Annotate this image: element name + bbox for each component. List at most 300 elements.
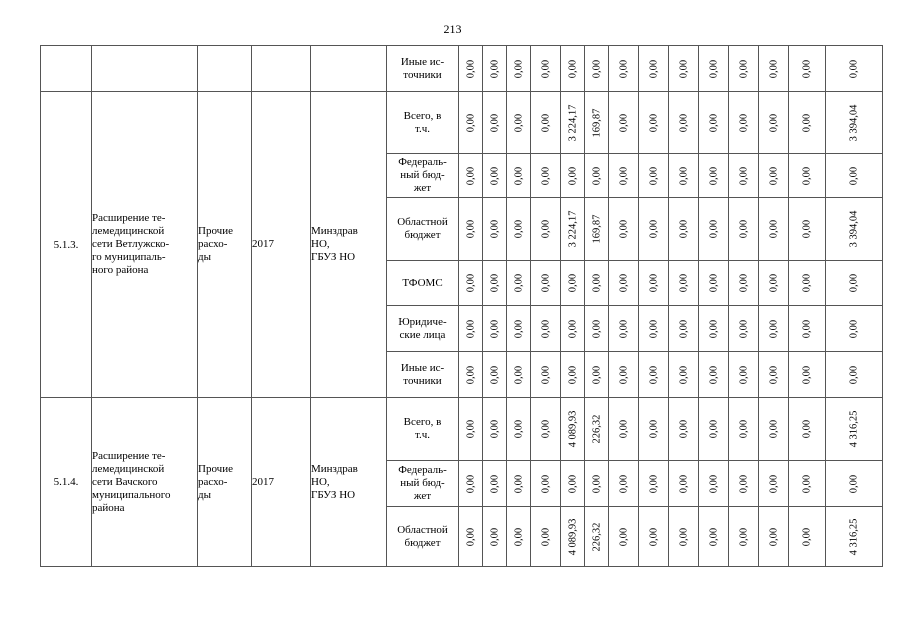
amount-cell: [729, 306, 759, 352]
amount-cell: [699, 198, 729, 261]
amount-cell: [507, 507, 531, 567]
amount-value: 0,00: [801, 419, 813, 439]
amount-value: 3 394,04: [848, 104, 860, 141]
amount-cell: [609, 154, 639, 198]
amount-cell: [507, 461, 531, 507]
amount-value: 226,32: [591, 414, 602, 444]
amount-cell: [561, 352, 585, 398]
funding-source: Областной бюджет: [387, 198, 459, 261]
amount-cell: [507, 92, 531, 154]
amount-value: 0,00: [618, 113, 629, 132]
amount-cell: [759, 92, 789, 154]
amount-value: 0,00: [678, 319, 689, 338]
amount-value: 0,00: [540, 419, 551, 439]
amount-value: 0,00: [708, 419, 719, 439]
amount-value: 0,00: [465, 319, 476, 338]
amount-value: 0,00: [848, 166, 860, 185]
amount-value: 0,00: [513, 319, 524, 338]
amount-value: 0,00: [708, 113, 719, 132]
amount-cell: [609, 507, 639, 567]
amount-cell: [561, 198, 585, 261]
amount-value: 0,00: [848, 474, 860, 493]
amount-cell: [789, 398, 826, 461]
table-row: [41, 92, 883, 154]
amount-value: 3 394,04: [848, 210, 860, 248]
amount-value: 0,00: [591, 365, 602, 384]
amount-value: 0,00: [489, 419, 500, 439]
funding-source: ТФОМС: [387, 261, 459, 306]
amount-cell: [585, 461, 609, 507]
amount-cell: [609, 46, 639, 92]
amount-value: 0,00: [567, 474, 578, 493]
amount-value: 0,00: [678, 59, 689, 78]
amount-cell: [639, 198, 669, 261]
amount-value: 0,00: [738, 365, 749, 384]
amount-value: 226,32: [591, 522, 602, 551]
amount-value: 0,00: [591, 319, 602, 338]
amount-cell: [639, 352, 669, 398]
amount-value: 0,00: [768, 365, 779, 384]
amount-cell: [507, 398, 531, 461]
amount-value: 0,00: [513, 273, 524, 293]
amount-cell: [483, 398, 507, 461]
amount-cell: [729, 352, 759, 398]
amount-value: 169,87: [591, 108, 602, 137]
amount-cell: [826, 154, 883, 198]
amount-cell: [483, 507, 507, 567]
amount-value: 0,00: [618, 474, 629, 493]
amount-value: 0,00: [465, 219, 476, 239]
amount-value: 0,00: [648, 113, 659, 132]
amount-cell: [483, 198, 507, 261]
amount-cell: [483, 261, 507, 306]
amount-cell: [585, 352, 609, 398]
amount-cell: [561, 306, 585, 352]
amount-value: 0,00: [618, 319, 629, 338]
amount-value: 0,00: [540, 365, 551, 384]
amount-value: 0,00: [465, 166, 476, 185]
amount-value: 0,00: [591, 59, 602, 78]
amount-value: 0,00: [618, 59, 629, 78]
amount-value: 0,00: [513, 419, 524, 439]
amount-value: 0,00: [801, 365, 813, 384]
amount-cell: [639, 507, 669, 567]
amount-value: 0,00: [618, 219, 629, 239]
amount-value: 0,00: [801, 527, 813, 546]
amount-value: 0,00: [465, 365, 476, 384]
amount-cell: [729, 261, 759, 306]
amount-value: 0,00: [489, 319, 500, 338]
amount-cell: [561, 261, 585, 306]
funding-source: Областной бюджет: [387, 507, 459, 567]
amount-value: 3 224,17: [567, 210, 578, 248]
amount-cell: [507, 154, 531, 198]
amount-value: 0,00: [678, 273, 689, 293]
amount-value: 0,00: [489, 273, 500, 293]
amount-value: 0,00: [801, 319, 813, 338]
amount-value: 4 316,25: [848, 410, 860, 448]
amount-value: 0,00: [708, 365, 719, 384]
amount-cell: [531, 261, 561, 306]
amount-value: 0,00: [489, 113, 500, 132]
amount-cell: [459, 306, 483, 352]
amount-value: 0,00: [465, 59, 476, 78]
amount-value: 0,00: [801, 219, 813, 239]
table-row: [41, 398, 883, 461]
amount-cell: [699, 154, 729, 198]
amount-value: 0,00: [738, 166, 749, 185]
amount-value: 0,00: [648, 365, 659, 384]
amount-value: 0,00: [708, 474, 719, 493]
amount-cell: [531, 306, 561, 352]
amount-value: 0,00: [489, 527, 500, 546]
amount-value: 0,00: [848, 365, 860, 384]
amount-cell: [531, 398, 561, 461]
amount-value: 0,00: [567, 273, 578, 293]
amount-cell: [561, 398, 585, 461]
amount-cell: [759, 352, 789, 398]
amount-value: 0,00: [648, 59, 659, 78]
amount-cell: [483, 306, 507, 352]
amount-value: 0,00: [489, 474, 500, 493]
amount-cell: [585, 92, 609, 154]
amount-cell: [483, 92, 507, 154]
amount-value: 0,00: [489, 219, 500, 239]
amount-cell: [483, 46, 507, 92]
amount-value: 0,00: [648, 527, 659, 546]
amount-cell: [789, 261, 826, 306]
amount-value: 0,00: [513, 365, 524, 384]
amount-value: 0,00: [738, 474, 749, 493]
amount-value: 0,00: [678, 113, 689, 132]
amount-value: 0,00: [540, 319, 551, 338]
amount-cell: [826, 261, 883, 306]
amount-cell: [639, 306, 669, 352]
amount-cell: [459, 92, 483, 154]
amount-value: 0,00: [591, 273, 602, 293]
amount-value: 0,00: [768, 319, 779, 338]
amount-cell: [699, 398, 729, 461]
amount-cell: [609, 92, 639, 154]
amount-value: 0,00: [648, 419, 659, 439]
amount-value: 0,00: [768, 59, 779, 78]
amount-cell: [759, 306, 789, 352]
amount-cell: [531, 352, 561, 398]
amount-cell: [669, 461, 699, 507]
amount-cell: [729, 461, 759, 507]
amount-value: 0,00: [618, 365, 629, 384]
amount-cell: [699, 261, 729, 306]
amount-value: 0,00: [618, 527, 629, 546]
amount-value: 0,00: [489, 59, 500, 78]
amount-cell: [729, 46, 759, 92]
amount-cell: [609, 352, 639, 398]
amount-value: 0,00: [801, 113, 813, 132]
amount-value: 0,00: [648, 219, 659, 239]
amount-cell: [699, 46, 729, 92]
amount-cell: [507, 261, 531, 306]
amount-cell: [585, 306, 609, 352]
amount-value: 0,00: [801, 474, 813, 493]
amount-value: 0,00: [540, 219, 551, 239]
amount-cell: [561, 461, 585, 507]
amount-value: 0,00: [768, 273, 779, 293]
amount-cell: [459, 261, 483, 306]
amount-value: 0,00: [738, 273, 749, 293]
expense-type: Прочие расхо- ды: [198, 398, 252, 567]
amount-cell: [699, 352, 729, 398]
amount-cell: [609, 306, 639, 352]
amount-cell: [507, 306, 531, 352]
amount-value: 0,00: [465, 273, 476, 293]
amount-cell: [609, 398, 639, 461]
expense-type: Прочие расхо- ды: [198, 92, 252, 398]
amount-value: 0,00: [540, 527, 551, 546]
amount-cell: [507, 46, 531, 92]
year: 2017: [252, 92, 311, 398]
amount-value: 0,00: [591, 474, 602, 493]
amount-value: 0,00: [768, 474, 779, 493]
amount-cell: [759, 198, 789, 261]
amount-cell: [585, 507, 609, 567]
amount-value: 0,00: [618, 419, 629, 439]
amount-cell: [531, 46, 561, 92]
amount-value: 0,00: [513, 113, 524, 132]
amount-cell: [789, 507, 826, 567]
amount-cell: [531, 154, 561, 198]
executor: Минздрав НО, ГБУЗ НО: [311, 398, 387, 567]
amount-cell: [759, 398, 789, 461]
amount-cell: [669, 92, 699, 154]
amount-cell: [759, 507, 789, 567]
amount-value: 0,00: [540, 166, 551, 185]
amount-cell: [531, 461, 561, 507]
amount-value: 0,00: [513, 219, 524, 239]
amount-cell: [826, 92, 883, 154]
amount-cell: [729, 154, 759, 198]
amount-cell: [459, 461, 483, 507]
year: 2017: [252, 398, 311, 567]
amount-value: 0,00: [513, 527, 524, 546]
amount-value: 0,00: [708, 319, 719, 338]
amount-cell: [585, 46, 609, 92]
amount-value: 0,00: [848, 319, 860, 338]
amount-cell: [789, 461, 826, 507]
amount-cell: [669, 198, 699, 261]
amount-cell: [609, 198, 639, 261]
amount-cell: [531, 92, 561, 154]
amount-cell: [759, 461, 789, 507]
amount-cell: [531, 198, 561, 261]
amount-value: 0,00: [567, 365, 578, 384]
amount-value: 0,00: [513, 166, 524, 185]
amount-cell: [639, 398, 669, 461]
amount-cell: [561, 92, 585, 154]
amount-cell: [699, 507, 729, 567]
measure-name: Расширение те- лемедицинской сети Ветлужско- го муниципаль- ного района: [92, 92, 198, 398]
amount-value: 0,00: [848, 59, 860, 78]
amount-value: 0,00: [513, 474, 524, 493]
amount-value: 0,00: [465, 527, 476, 546]
amount-value: 0,00: [540, 273, 551, 293]
amount-value: 0,00: [678, 419, 689, 439]
amount-value: 0,00: [738, 219, 749, 239]
amount-cell: [759, 46, 789, 92]
amount-value: 3 224,17: [567, 104, 578, 141]
amount-cell: [826, 198, 883, 261]
amount-value: 0,00: [738, 113, 749, 132]
amount-cell: [826, 306, 883, 352]
amount-value: 0,00: [708, 527, 719, 546]
amount-value: 0,00: [567, 166, 578, 185]
amount-value: 0,00: [465, 419, 476, 439]
amount-value: 4 089,93: [567, 410, 578, 448]
amount-cell: [639, 461, 669, 507]
amount-cell: [729, 398, 759, 461]
amount-cell: [826, 46, 883, 92]
funding-source: Иные ис- точники: [387, 352, 459, 398]
executor: Минздрав НО, ГБУЗ НО: [311, 92, 387, 398]
budget-table: [40, 45, 883, 567]
amount-cell: [639, 154, 669, 198]
amount-value: 0,00: [465, 474, 476, 493]
amount-cell: [729, 92, 759, 154]
measure-code: 5.1.4.: [41, 398, 92, 567]
amount-value: 0,00: [648, 166, 659, 185]
amount-cell: [531, 507, 561, 567]
amount-cell: [561, 507, 585, 567]
amount-cell: [483, 461, 507, 507]
amount-cell: [459, 398, 483, 461]
amount-cell: [789, 92, 826, 154]
amount-cell: [789, 46, 826, 92]
amount-cell: [585, 398, 609, 461]
amount-cell: [789, 154, 826, 198]
amount-value: 0,00: [801, 273, 813, 293]
amount-value: 0,00: [768, 419, 779, 439]
table-body: [41, 46, 883, 567]
funding-source: Всего, в т.ч.: [387, 92, 459, 154]
funding-source: Федераль- ный бюд- жет: [387, 154, 459, 198]
amount-cell: [699, 306, 729, 352]
amount-value: 0,00: [540, 474, 551, 493]
amount-cell: [483, 154, 507, 198]
amount-value: 0,00: [618, 273, 629, 293]
amount-cell: [459, 507, 483, 567]
amount-value: 0,00: [678, 365, 689, 384]
funding-source: Всего, в т.ч.: [387, 398, 459, 461]
amount-value: 0,00: [708, 273, 719, 293]
measure-code: [41, 46, 92, 92]
amount-cell: [459, 352, 483, 398]
amount-cell: [585, 154, 609, 198]
amount-cell: [669, 306, 699, 352]
amount-cell: [507, 198, 531, 261]
amount-value: 0,00: [489, 365, 500, 384]
amount-value: 0,00: [678, 527, 689, 546]
amount-value: 0,00: [708, 219, 719, 239]
amount-value: 0,00: [801, 59, 813, 78]
measure-name: [92, 46, 198, 92]
amount-cell: [699, 461, 729, 507]
amount-value: 0,00: [738, 59, 749, 78]
amount-cell: [639, 261, 669, 306]
amount-value: 0,00: [768, 166, 779, 185]
amount-cell: [669, 352, 699, 398]
amount-value: 0,00: [708, 166, 719, 185]
amount-cell: [609, 461, 639, 507]
amount-value: 0,00: [768, 113, 779, 132]
amount-value: 0,00: [540, 113, 551, 132]
amount-cell: [729, 198, 759, 261]
amount-cell: [759, 154, 789, 198]
amount-cell: [585, 198, 609, 261]
amount-cell: [483, 352, 507, 398]
amount-value: 0,00: [801, 166, 813, 185]
amount-cell: [639, 46, 669, 92]
amount-cell: [585, 261, 609, 306]
amount-cell: [826, 507, 883, 567]
amount-value: 0,00: [738, 527, 749, 546]
measure-code: 5.1.3.: [41, 92, 92, 398]
amount-cell: [759, 261, 789, 306]
amount-value: 0,00: [489, 166, 500, 185]
funding-source: Юридиче- ские лица: [387, 306, 459, 352]
amount-value: 0,00: [678, 219, 689, 239]
measure-name: Расширение те- лемедицинской сети Вачского муниципального района: [92, 398, 198, 567]
amount-cell: [789, 198, 826, 261]
amount-value: 0,00: [648, 273, 659, 293]
executor: [311, 46, 387, 92]
amount-value: 0,00: [708, 59, 719, 78]
amount-cell: [699, 92, 729, 154]
amount-value: 4 089,93: [567, 518, 578, 555]
amount-cell: [459, 154, 483, 198]
amount-cell: [669, 398, 699, 461]
amount-value: 0,00: [540, 59, 551, 78]
amount-cell: [459, 198, 483, 261]
amount-cell: [669, 154, 699, 198]
amount-value: 0,00: [738, 319, 749, 338]
amount-value: 0,00: [738, 419, 749, 439]
amount-cell: [459, 46, 483, 92]
amount-value: 0,00: [618, 166, 629, 185]
year: [252, 46, 311, 92]
amount-cell: [826, 398, 883, 461]
amount-cell: [609, 261, 639, 306]
amount-value: 0,00: [678, 166, 689, 185]
amount-value: 4 316,25: [848, 518, 860, 555]
amount-value: 0,00: [591, 166, 602, 185]
funding-source: Иные ис- точники: [387, 46, 459, 92]
amount-cell: [507, 352, 531, 398]
expense-type: [198, 46, 252, 92]
amount-cell: [669, 261, 699, 306]
amount-value: 0,00: [567, 59, 578, 78]
amount-cell: [789, 306, 826, 352]
amount-value: 0,00: [848, 273, 860, 293]
amount-value: 0,00: [567, 319, 578, 338]
amount-cell: [639, 92, 669, 154]
amount-cell: [789, 352, 826, 398]
table-row: [41, 46, 883, 92]
amount-cell: [729, 507, 759, 567]
amount-cell: [561, 154, 585, 198]
amount-value: 0,00: [513, 59, 524, 78]
amount-cell: [826, 461, 883, 507]
amount-cell: [826, 352, 883, 398]
funding-source: Федераль- ный бюд- жет: [387, 461, 459, 507]
